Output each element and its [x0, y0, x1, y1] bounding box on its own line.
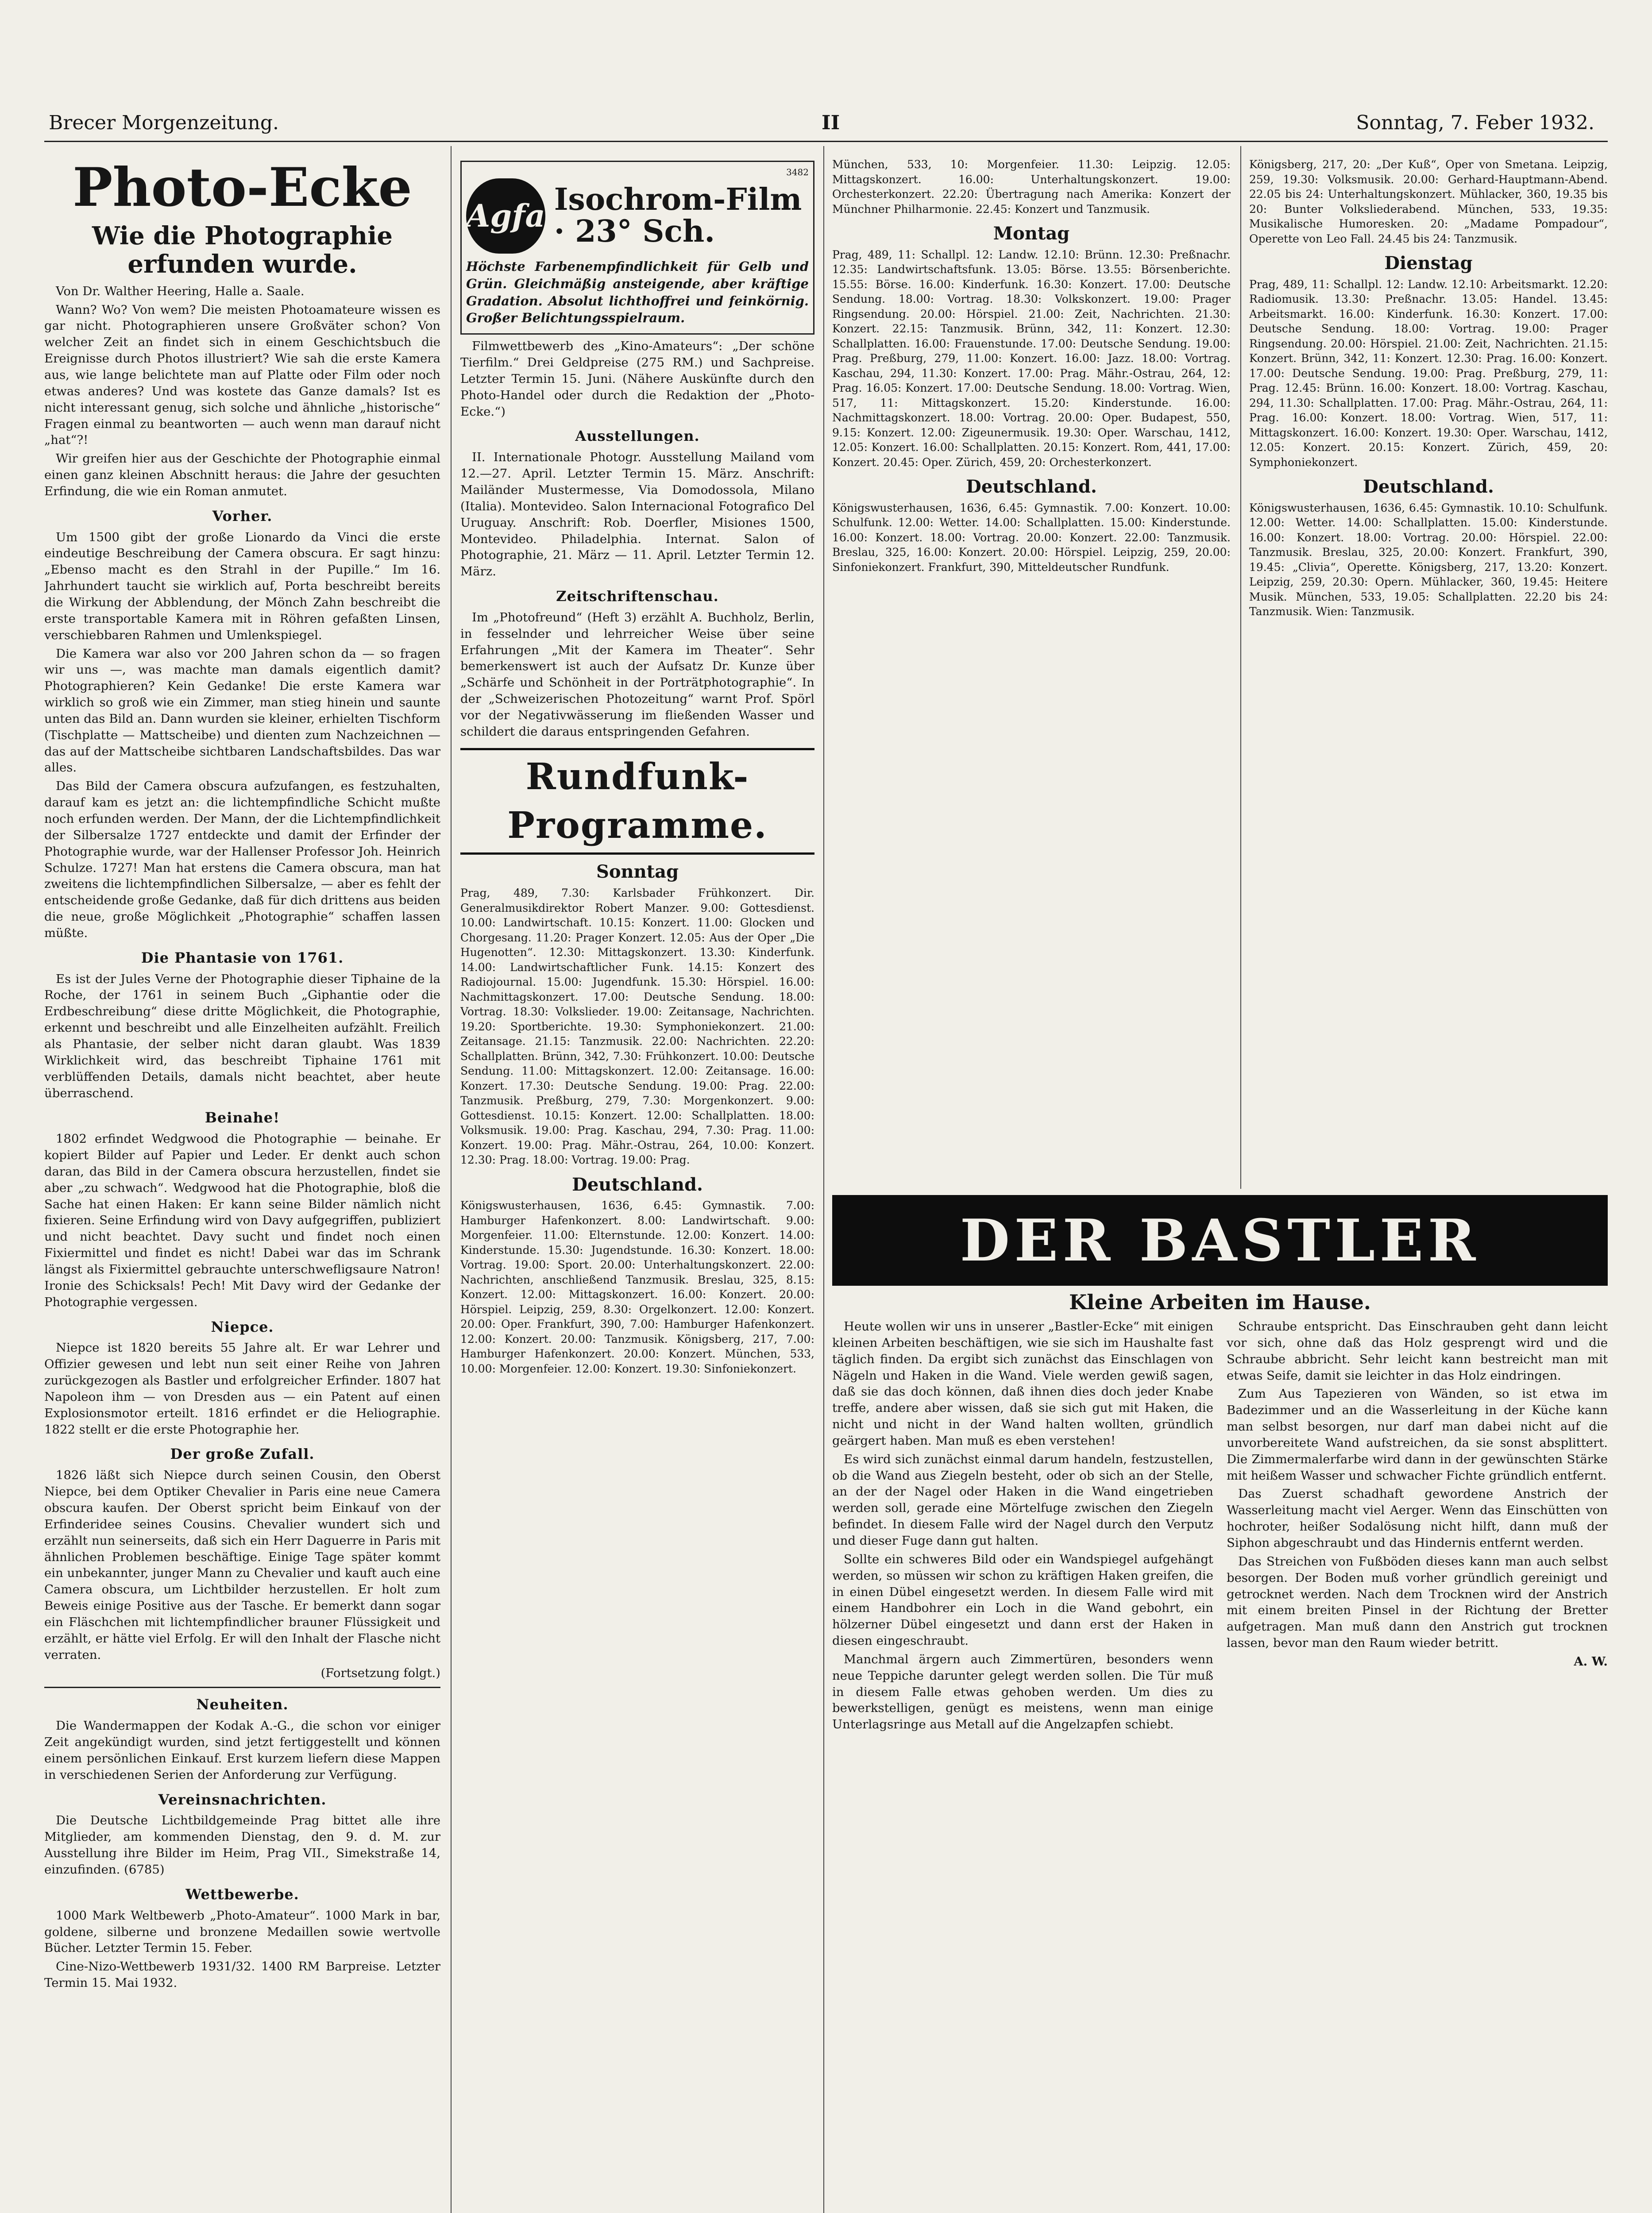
program-listing: Königswusterhausen, 1636, 6.45: Gymnastik. 10.10: Schulfunk. 12.00: Wetter. 14.00: Schallplatten. 15.00: Kinderstunde. 16.00: Konzert. 18.00: Vortrag. 20.00: Hörspiel. 22.00: Tanzmusik. Breslau, 325, 20.00: Konzert. Frankfurt, 390, 19.45: „Clivia“, Operette. Königsberg, 217, 13.20: Konzert. Leipzig, 259, 20.30: Opern. Mühlacker, 360, 19.45: Heitere Musik. München, 533, 19.05: Schallplatten. 22.20 bis 24: Tanzmusik. Wien: Tanzmusik.: [1249, 501, 1608, 618]
day-heading: Montag: [993, 223, 1070, 244]
paragraph: Die Wandermappen der Kodak A.-G., die schon vor einiger Zeit angekündigt wurden, sind jetzt fertiggestellt und können einem persönlichen Einkauf. Erst kurzem liefern diese Mappen in verschiedenen Serien der Anforderung zur Verfügung.: [44, 1719, 440, 1782]
ad-text: Höchste Farbenempfindlichkeit für Gelb und Grün. Gleichmäßig ansteigende, aber kräftige Gradation. Absolut lichthoffrei und feinkörnig. Großer Belichtungsspielraum.: [466, 258, 809, 326]
agfa-logo-icon: Agfa: [466, 178, 545, 254]
bastler-column-right: [1227, 1319, 1608, 1735]
program-column-monday: [832, 157, 1231, 1180]
section-heading: Zeitschriftenschau.: [556, 588, 719, 605]
paragraph: 1802 erfindet Wedgwood die Photographie — beinahe. Er kopiert Bilder auf Papier und Leder. Er denkt auch schon daran, das Bild in der Camera obscura herzustellen, findet sie aber „zu schwach“. Wedgwood hat die Photographie, bloß die Sache hat einen Haken: Er kann seine Bilder nämlich nicht fixieren. Seine Erfindung wird von Davy aufgegriffen, publiziert und nicht beachtet. Davy sucht und findet noch einen Fixiermittel und findet es nicht! Dabei war das im Schrank längst als Fixiermittel gebrauchte unterschwefligsaure Natron! Ironie des Schicksals! Pech! Mit Davy wird der Gedanke der Photographie vergessen.: [44, 1132, 440, 1309]
paragraph: 1000 Mark Weltbewerb „Photo-Amateur“. 1000 Mark in bar, goldene, silberne und bronzene Medaillen sowie wertvolle Bücher. Letzter Termin 15. Feber.: [44, 1908, 440, 1955]
section-heading: Vorher.: [212, 507, 273, 524]
day-heading: Deutschland.: [572, 1174, 703, 1195]
program-listing: Königswusterhausen, 1636, 6.45: Gymnastik. 7.00: Konzert. 10.00: Schulfunk. 12.00: Wetter. 14.00: Schallplatten. 15.00: Kinderstunde. 16.00: Konzert. 18.00: Vortrag. 20.00: Konzert. 22.00: Tanzmusik. Breslau, 325, 16.00: Konzert. 20.00: Hörspiel. Leipzig, 259, 20.00: Sinfoniekonzert. Frankfurt, 390, Mitteldeutscher Rundfunk.: [832, 501, 1231, 574]
divider: [44, 1687, 440, 1688]
rundfunk-heading: Rundfunk-Programme.: [460, 748, 814, 855]
paragraph: Die Deutsche Lichtbildgemeinde Prag bittet alle ihre Mitglieder, am kommenden Dienstag, den 9. d. M. zur Ausstellung ihre Bilder im Heim, Prag VII., Simekstraße 14, einzufinden. (6785): [44, 1813, 440, 1877]
program-listing: Königsberg, 217, 20: „Der Kuß“, Oper von Smetana. Leipzig, 259, 19.30: Volksmusik. 20.00: Gerhard-Hauptmann-Abend. 22.05 bis 24: Unterhaltungskonzert. Mühlacker, 360, 19.35 bis 20: Bunter Volksliederabend. München, 533, 19.35: Musikalische Humoresken. 20: „Madame Pompadour“, Operette von Leo Fall. 24.45 bis 24: Tanzmusik.: [1249, 158, 1608, 245]
paragraph: Um 1500 gibt der große Lionardo da Vinci die erste eindeutige Beschreibung der Camera obscura. Er sagt hinzu: „Ebenso macht es den Strahl in der Pupille.“ Im 16. Jahrhundert taucht sie wirklich auf, Porta beschreibt bereits die Wirkung der Abblendung, der Mönch Zahn beschreibt die erste transportable Kamera mit in Röhren gefaßten Linsen, verschiebbaren Rahmen und Umlenkspiegel.: [44, 530, 440, 642]
day-heading: Deutschland.: [1363, 476, 1494, 497]
bastler-column-left: [832, 1319, 1213, 1735]
paragraph: Manchmal ärgern auch Zimmertüren, besonders wenn neue Teppiche darunter gelegt werden sollen. Die Tür muß in diesem Falle etwas gehoben werden. Um dies zu bewerkstelligen, genügt es meistens, wenn man einige Unterlagsringe aus Metall auf die Angelzapfen schiebt.: [832, 1652, 1213, 1732]
paragraph: Niepce ist 1820 bereits 55 Jahre alt. Er war Lehrer und Offizier gewesen und lebt nun seit einer Reihe von Jahren zurückgezogen als Bastler und erfolgreicher Erfinder. 1807 hat Napoleon ihm — von Dresden aus — ein Patent auf einen Explosionsmotor erteilt. 1816 erfindet er die Heliographie. 1822 stellt er die erste Photographie her.: [44, 1341, 440, 1437]
program-listing: Königswusterhausen, 1636, 6.45: Gymnastik. 7.00: Hamburger Hafenkonzert. 8.00: Landwirtschaft. 9.00: Morgenfeier. 11.00: Elternstunde. 12.00: Konzert. 14.00: Kinderstunde. 15.30: Jugendstunde. 16.30: Konzert. 18.00: Vortrag. 19.00: Sport. 20.00: Unterhaltungskonzert. 22.00: Nachrichten, anschließend Tanzmusik. Breslau, 325, 8.15: Konzert. 12.00: Mittagskonzert. 16.00: Konzert. 20.00: Hörspiel. Leipzig, 259, 8.30: Orgelkonzert. 12.00: Konzert. 20.00: Oper. Frankfurt, 390, 7.00: Hamburger Hafenkonzert. 12.00: Konzert. 20.00: Tanzmusik. Königsberg, 217, 7.00: Hamburger Hafenkonzert. 20.00: Konzert. München, 533, 10.00: Morgenfeier. 12.00: Konzert. 19.30: Sinfoniekonzert.: [460, 1199, 814, 1375]
program-listing: München, 533, 10: Morgenfeier. 11.30: Leipzig. 12.05: Mittagskonzert. 16.00: Unterhaltungskonzert. 19.00: Orchesterkonzert. 22.20: Übertragung nach Amerika: Konzert der Münchner Philharmonie. 22.45: Konzert und Tanzmusik.: [832, 158, 1231, 216]
photo-ecke-banner: Photo-Ecke: [73, 157, 412, 219]
program-listing: Prag, 489, 7.30: Karlsbader Frühkonzert. Dir. Generalmusikdirektor Robert Manzer. 9.00: Gottesdienst. 10.00: Landwirtschaft. 10.15: Konzert. 11.00: Glocken und Chorgesang. 11.20: Prager Konzert. 12.05: Aus der Oper „Die Hugenotten“. 12.30: Mittagskonzert. 13.30: Kinderfunk. 14.00: Landwirtschaftlicher Funk. 14.15: Konzert des Radiojournal. 15.00: Jugendfunk. 15.30: Hörspiel. 16.00: Nachmittagskonzert. 17.00: Deutsche Sendung. 18.00: Vortrag. 18.30: Volkslieder. 19.00: Zeitansage, Nachrichten. 19.20: Sportberichte. 19.30: Symphoniekonzert. 21.00: Zeitansage. 21.15: Tanzmusik. 22.00: Nachrichten. 22.20: Schallplatten. Brünn, 342, 7.30: Frühkonzert. 10.00: Deutsche Sendung. 11.00: Mittagskonzert. 12.00: Zeitansage. 16.00: Konzert. 17.30: Deutsche Sendung. 19.00: Prag. 22.00: Tanzmusik. Preßburg, 279, 7.30: Morgenkonzert. 9.00: Gottesdienst. 10.15: Konzert. 12.00: Schallplatten. 18.00: Volksmusik. 19.00: Prag. Kaschau, 294, 7.30: Prag. 11.00: Konzert. 19.00: Prag. Mähr.-Ostrau, 264, 10.00: Konzert. 12.30: Prag. 18.00: Vortrag. 19.00: Prag.: [460, 887, 814, 1167]
program-listing: Prag, 489, 11: Schallpl. 12: Landw. 12.10: Brünn. 12.30: Preßnachr. 12.35: Landwirtschaftsfunk. 13.05: Börse. 13.55: Börsenberichte. 15.55: Börse. 16.00: Kinderfunk. 16.30: Konzert. 17.00: Deutsche Sendung. 18.00: Vortrag. 18.30: Volkskonzert. 19.00: Prager Ringsendung. 20.00: Hörspiel. 21.00: Zeit, Nachrichten. 21.30: Konzert. 22.15: Tanzmusik. Brünn, 342, 11: Konzert. 12.30: Schallplatten. 16.00: Frauenstunde. 17.00: Deutsche Sendung. 19.00: Prag. Preßburg, 279, 11.00: Konzert. 16.00: Jazz. 18.00: Vortrag. Kaschau, 294, 11.30: Konzert. 17.00: Prag. Mähr.-Ostrau, 264, 12: Prag. 16.05: Konzert. 17.00: Deutsche Sendung. 18.00: Vortrag. Wien, 517, 11: Mittagskonzert. 15.20: Kinderstunde. 16.00: Nachmittagskonzert. 18.00: Vortrag. 20.00: Oper. Budapest, 550, 9.15: Konzert. 12.00: Zigeunermusik. 19.30: Oper. Warschau, 1412, 12.05: Konzert. 16.00: Schallplatten. 20.15: Konzert. Rom, 441, 17.00: Konzert. 20.45: Oper. Zürich, 459, 20: Orchesterkonzert.: [832, 248, 1231, 469]
paragraph: Schraube entspricht. Das Einschrauben geht dann leicht vor sich, ohne daß das Holz gesprengt wird und die Schraube abbricht. Sehr leicht kann bestreicht man mit etwas Seife, damit sie leichter in das Holz eindringen.: [1227, 1319, 1608, 1383]
author-signature: A. W.: [1574, 1654, 1608, 1669]
paragraph: Das Zuerst schadhaft gewordene Anstrich der Wasserleitung macht viel Aerger. Wenn das Einschütten von hochroter, heißer Sodalösung nicht hilft, dann muß der Siphon abgeschraubt und das Hindernis entfernt werden.: [1227, 1487, 1608, 1550]
middle-column: [460, 157, 814, 2213]
section-heading: Niepce.: [211, 1318, 274, 1335]
paragraph: Zum Aus Tapezieren von Wänden, so ist etwa im Badezimmer und an die Wasserleitung in der Küche kann man selbst besorgen, nur darf man dabei nicht auf die unvorbereitete Wand aufstreichen, da sie sonst absplittert. Die Zimmermalerfarbe wird dann in der gewünschten Stärke mit heißem Wasser und schwacher Fichte gründlich entfernt.: [1227, 1387, 1608, 1483]
program-column-tuesday: [1249, 157, 1608, 1180]
program-listing: Prag, 489, 11: Schallpl. 12: Landw. 12.10: Arbeitsmarkt. 12.20: Radiomusik. 13.30: Preßnachr. 13.05: Handel. 13.45: Arbeitsmarkt. 16.00: Kinderfunk. 16.30: Konzert. 17.00: Deutsche Sendung. 18.00: Vortrag. 19.00: Prager Ringsendung. 20.00: Hörspiel. 21.00: Zeit, Nachrichten. 21.15: Konzert. Brünn, 342, 11: Konzert. 12.30: Prag. 16.00: Konzert. 17.00: Deutsche Sendung. 19.00: Prag. Preßburg, 279, 11: Prag. 12.45: Brünn. 16.00: Konzert. 18.00: Vortrag. Kaschau, 294, 11.30: Schallplatten. 17.00: Prag. Mähr.-Ostrau, 264, 11: Prag. 16.00: Konzert. 18.00: Vortrag. Wien, 517, 11: Mittagskonzert. 16.00: Konzert. 19.30: Oper. Warschau, 1412, 12.05: Konzert. 20.15: Konzert. Zürich, 459, 20: Symphoniekonzert.: [1249, 278, 1608, 469]
column-divider: [823, 146, 824, 2213]
column-divider: [451, 146, 452, 2213]
paragraph: Cine-Nizo-Wettbewerb 1931/32. 1400 RM Barpreise. Letzter Termin 15. Mai 1932.: [44, 1959, 440, 1990]
section-heading: Beinahe!: [205, 1109, 280, 1126]
paragraph: Es wird sich zunächst einmal darum handeln, festzustellen, ob die Wand aus Ziegeln besteht, oder ob sich an der Stelle, an der der Nagel oder Haken in die Wand eingetrieben werden soll, gerade eine Mörtelfuge zwischen den Ziegeln befindet. In diesem Falle wird der Nagel durch den Verputz und dieser Fuge dann gut halten.: [832, 1452, 1213, 1548]
section-heading: Ausstellungen.: [575, 428, 700, 445]
section-heading: Die Phantasie von 1761.: [141, 949, 344, 966]
paragraph: Es ist der Jules Verne der Photographie dieser Tiphaine de la Roche, der 1761 in seinem Buch „Giphantie oder die Erdbeschreibung“ diese dritte Möglichkeit, die Photographie, erkennt und beschreibt und alle Einzelheiten aufzählt. Freilich als Phantasie, der selber nicht daran glaubt. Was 1839 Wirklichkeit wird, das beschreibt Tiphaine 1761 mit verblüffenden Details, damals nicht beachtet, aber heute überraschend.: [44, 972, 440, 1100]
paragraph: Im „Photofreund“ (Heft 3) erzählt A. Buchholz, Berlin, in fesselnder und lehrreicher Weise über seine Erfahrungen „Mit der Kamera im Theater“. Sehr bemerkenswert ist auch der Aufsatz Dr. Kunze über „Schärfe und Schönheit in der Porträtphotographie“. In der „Schweizerischen Photozeitung“ warnt Prof. Spörl vor der Negativwässerung im fließenden Wasser und schildert die daraus entspringenden Gefahren.: [460, 610, 814, 739]
continued-note: (Fortsetzung folgt.): [320, 1666, 440, 1681]
paragraph: II. Internationale Photogr. Ausstellung Mailand vom 12.—27. April. Letzter Termin 15. März. Anschrift: Mailänder Mustermesse, Via Domodossola, Milano (Italia). Montevideo. Salon Internacional Fotografico Del Uruguay. Anschrift: Rob. Doerfler, Misiones 1500, Montevideo. Philadelphia. Internat. Salon of Photographie, 21. März — 11. April. Letzter Termin 12. März.: [460, 450, 814, 579]
paragraph: Die Kamera war also vor 200 Jahren schon da — so fragen wir uns —, was machte man damals eigentlich damit? Photographieren? Kein Gedanke! Die erste Kamera war wirklich so groß wie ein Zimmer, man stieg hinein und saunte unten das Bild an. Dann wurden sie kleiner, erhielten Tischform (Tischplatte — Mattscheibe) und dienten zum Nachzeichnen — das auf der Mattscheibe sichtbaren Landschaftsbildes. Das war alles.: [44, 646, 440, 775]
paragraph: Sollte ein schweres Bild oder ein Wandspiegel aufgehängt werden, so müssen wir schon zu kräftigen Haken greifen, die in einen Dübel eingesetzt werden. In diesem Falle wird mit einem Handbohrer ein Loch in die Wand gebohrt, ein hölzerner Dübel eingesetzt und dann erst der Haken in diesen eingeschraubt.: [832, 1552, 1213, 1648]
page-number: II: [822, 112, 840, 134]
newspaper-name: Brecer Morgenzeitung.: [49, 112, 279, 134]
section-heading: Vereinsnachrichten.: [158, 1791, 327, 1808]
agfa-advertisement: [460, 161, 814, 335]
column-divider: [1240, 146, 1241, 1189]
ad-product: Isochrom-Film · 23° Sch.: [554, 182, 802, 249]
paragraph: Heute wollen wir uns in unserer „Bastler-Ecke“ mit einigen kleinen Arbeiten beschäftigen, wie sie sich im Haushalte fast täglich finden. Da ergibt sich zunächst das Einschlagen von Nägeln und Haken in die Wand. Viele werden gewiß sagen, daß sie das doch können, daß ihnen dies doch jeder Knabe treffe, andere aber wissen, daß sie sich gut mit Haken, die nicht und nicht in der Wand halten wollten, gründlich geärgert haben. Man muß es eben verstehen!: [832, 1319, 1213, 1448]
section-heading: Neuheiten.: [196, 1696, 289, 1713]
photo-column: [44, 157, 440, 2213]
paragraph: Das Bild der Camera obscura aufzufangen, es festzuhalten, darauf kam es jetzt an: die lichtempfindliche Schicht mußte noch erfunden werden. Der Mann, der die Lichtempfindlichkeit der Silbersalze 1727 entdeckte und damit der Erfinder der Photographie wurde, war der Hallenser Professor Joh. Heinrich Schulze. 1727! Man hat erstens die Camera obscura, man hat zweitens die lichtempfindlichen Silbersalze, — aber es fehlt der entscheidende große Gedanke, daß für dich drittens aus beiden die neue, große Möglichkeit „Photographie“ schaffen lassen müßte.: [44, 779, 440, 940]
section-heading: Der große Zufall.: [170, 1446, 315, 1463]
day-heading: Dienstag: [1384, 253, 1473, 274]
bastler-section: [832, 1195, 1608, 2213]
paragraph: Wann? Wo? Von wem? Die meisten Photoamateure wissen es gar nicht. Photographieren unsere Großväter schon? Von welcher Zeit an findet sich in einem Geschichtsbuch die Ereignisse durch Photos illustriert? Wie sah die erste Kamera aus, wie lange belichtete man auf Platte oder Film oder noch etwas anderes? Und was kostete das Ganze damals? Ist es nicht interessant genug, sich solche und ähnliche „historische“ Fragen einmal zu beantworten — auch wenn man darauf nicht „hat“?!: [44, 302, 440, 447]
header-rule: [44, 141, 1608, 142]
day-heading: Sonntag: [596, 861, 679, 883]
bastler-title: Kleine Arbeiten im Hause.: [1069, 1290, 1371, 1314]
paragraph: 1826 läßt sich Niepce durch seinen Cousin, den Oberst Niepce, bei dem Optiker Chevalier in Paris eine neue Camera obscura kaufen. Der Oberst spricht beim Einkauf von der Erfinderidee seines Cousins. Chevalier wundert sich und erzählt nun seinerseits, daß sich ein Herr Daguerre in Paris mit ähnlichen Problemen beschäftige. Einige Tage später kommt ein unbekannter, junger Mann zu Chevalier und kauft auch eine Camera obscura, um Lichtbilder herzustellen. Er holt zum Beweis einige Positive aus der Tasche. Er bemerkt dann sogar ein Fläschchen mit lichtempfindlicher brauner Flüssigkeit und erzählt, er hätte viel Erfolg. Er will den Inhalt der Flasche nicht verraten.: [44, 1468, 440, 1662]
paragraph: Filmwettbewerb des „Kino-Amateurs“: „Der schöne Tierfilm.“ Drei Geldpreise (275 RM.) und Sachpreise. Letzter Termin 15. Juni. (Nähere Auskünfte durch den Photo-Handel oder durch die Redaktion der „Photo-Ecke.“): [460, 339, 814, 419]
byline: Von Dr. Walther Heering, Halle a. Saale.: [56, 284, 305, 298]
day-heading: Deutschland.: [966, 476, 1097, 497]
article-title: Wie die Photographie erfunden wurde.: [92, 221, 393, 279]
section-heading: Wettbewerbe.: [185, 1885, 299, 1903]
bastler-banner: DER BASTLER: [832, 1195, 1608, 1286]
paragraph: Wir greifen hier aus der Geschichte der Photographie einmal einen ganz kleinen Abschnitt heraus: die Jahre der gesuchten Erfindung, die wie ein Roman anmutet.: [44, 451, 440, 498]
paragraph: Das Streichen von Fußböden dieses kann man auch selbst besorgen. Der Boden muß vorher gründlich gereinigt und getrocknet werden. Nach dem Trocknen wird der Anstrich mit einem breiten Pinsel in der Richtung der Bretter aufgetragen. Man muß dann den Anstrich gut trocknen lassen, bevor man den Raum wieder betritt.: [1227, 1554, 1608, 1650]
issue-date: Sonntag, 7. Feber 1932.: [1356, 112, 1594, 134]
ad-number: 3482: [786, 167, 809, 177]
